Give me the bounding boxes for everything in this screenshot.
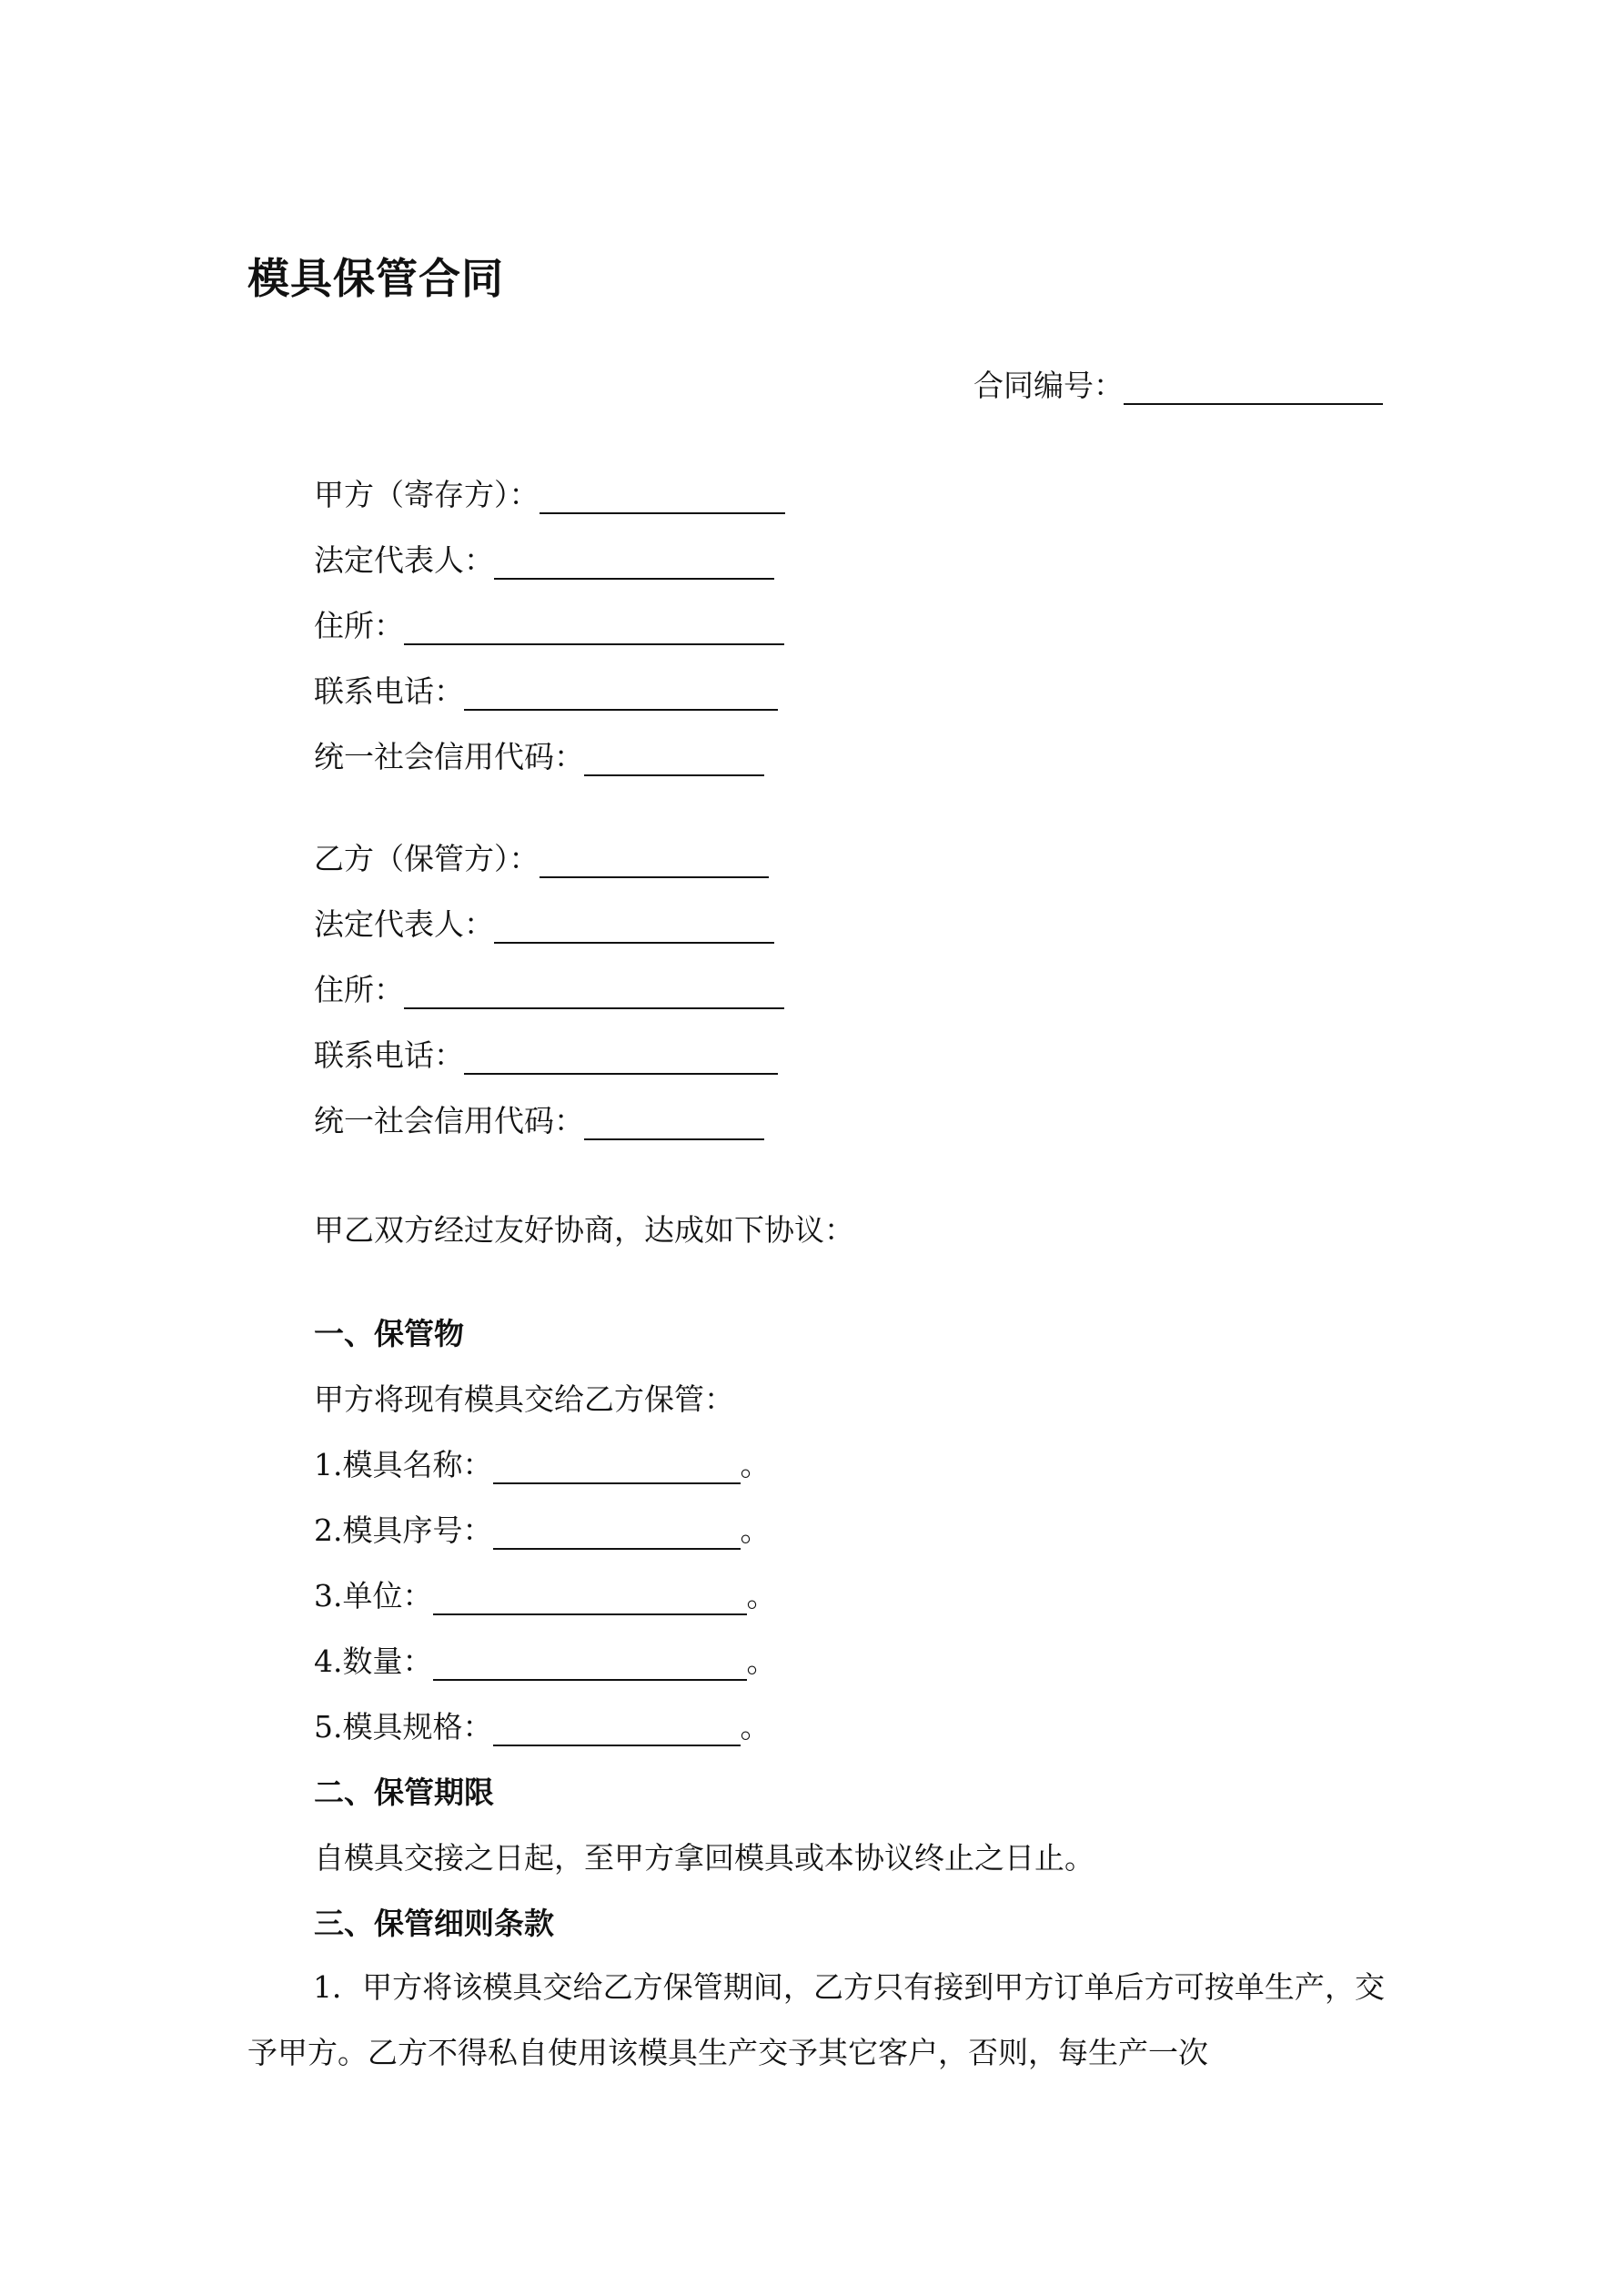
item-mold-serial-label: 2.模具序号： [314, 1512, 493, 1548]
item-mold-spec-field [314, 1704, 771, 1746]
contract-number-label: 合同编号： [973, 368, 1124, 403]
item-period: 。 [740, 1447, 771, 1482]
section-3-heading: 三、保管细则条款 [314, 1906, 554, 1941]
item-period: 。 [746, 1644, 777, 1679]
party-b-credit-code-label: 统一社会信用代码： [314, 1103, 584, 1138]
party-a-phone-field [314, 668, 778, 711]
party-a-address-label: 住所： [314, 608, 404, 643]
party-b-rep-field [314, 901, 774, 944]
intro-text: 甲乙双方经过友好协商，达成如下协议： [314, 1212, 854, 1248]
item-mold-serial-field [314, 1507, 771, 1550]
item-quantity-blank[interactable] [433, 1646, 747, 1681]
document-title: 模具保管合同 [247, 254, 504, 303]
section-2-text: 自模具交接之日起，至甲方拿回模具或本协议终止之日止。 [314, 1840, 1094, 1876]
item-quantity-label: 4.数量： [314, 1644, 433, 1679]
party-b-phone-field [314, 1032, 778, 1075]
section-3-paragraph-1: 1．甲方将该模具交给乙方保管期间，乙方只有接到甲方订单后方可按单生产，交予甲方。乙方不得私自使用该模具生产交予其它客户，否则，每生产一次 [247, 1969, 1385, 2070]
party-b-address-blank[interactable] [404, 975, 784, 1009]
party-b-phone-label: 联系电话： [314, 1037, 464, 1073]
item-mold-name-label: 1.模具名称： [314, 1447, 493, 1482]
item-mold-serial-blank[interactable] [493, 1515, 741, 1550]
section-2-heading: 二、保管期限 [314, 1775, 494, 1810]
party-b-credit-code-field [314, 1097, 764, 1140]
party-a-address-field [314, 602, 784, 645]
party-a-rep-label: 法定代表人： [314, 542, 494, 578]
item-unit-label: 3.单位： [314, 1578, 433, 1613]
item-mold-name-blank[interactable] [493, 1450, 741, 1484]
party-b-name-field [314, 835, 769, 878]
party-a-name-blank[interactable] [540, 480, 785, 514]
party-a-phone-blank[interactable] [464, 676, 778, 711]
item-mold-spec-blank[interactable] [493, 1712, 741, 1746]
item-mold-name-field [314, 1441, 771, 1484]
party-a-name-label: 甲方（寄存方）： [314, 477, 540, 512]
party-b-name-blank[interactable] [540, 844, 769, 878]
party-a-rep-blank[interactable] [494, 545, 774, 580]
section-1-heading: 一、保管物 [314, 1316, 464, 1351]
contract-number-field [973, 362, 1383, 405]
party-a-name-field [314, 471, 785, 514]
party-a-credit-code-blank[interactable] [584, 742, 764, 776]
item-mold-spec-label: 5.模具规格： [314, 1709, 493, 1745]
party-a-phone-label: 联系电话： [314, 673, 464, 709]
party-b-address-label: 住所： [314, 972, 404, 1007]
party-b-phone-blank[interactable] [464, 1040, 778, 1075]
party-b-credit-code-blank[interactable] [584, 1106, 764, 1140]
item-quantity-field [314, 1638, 777, 1681]
party-b-rep-label: 法定代表人： [314, 906, 494, 942]
party-b-name-label: 乙方（保管方）： [314, 841, 540, 876]
party-a-address-blank[interactable] [404, 611, 784, 645]
item-period: 。 [746, 1578, 777, 1613]
party-a-rep-field [314, 537, 774, 580]
item-period: 。 [740, 1709, 771, 1745]
party-a-credit-code-label: 统一社会信用代码： [314, 739, 584, 774]
item-unit-blank[interactable] [433, 1581, 747, 1615]
item-period: 。 [740, 1512, 771, 1548]
contract-number-blank[interactable] [1124, 370, 1383, 405]
party-b-rep-blank[interactable] [494, 909, 774, 944]
section-1-intro: 甲方将现有模具交给乙方保管： [314, 1381, 734, 1417]
party-b-address-field [314, 966, 784, 1009]
party-a-credit-code-field [314, 733, 764, 776]
item-unit-field [314, 1573, 777, 1615]
